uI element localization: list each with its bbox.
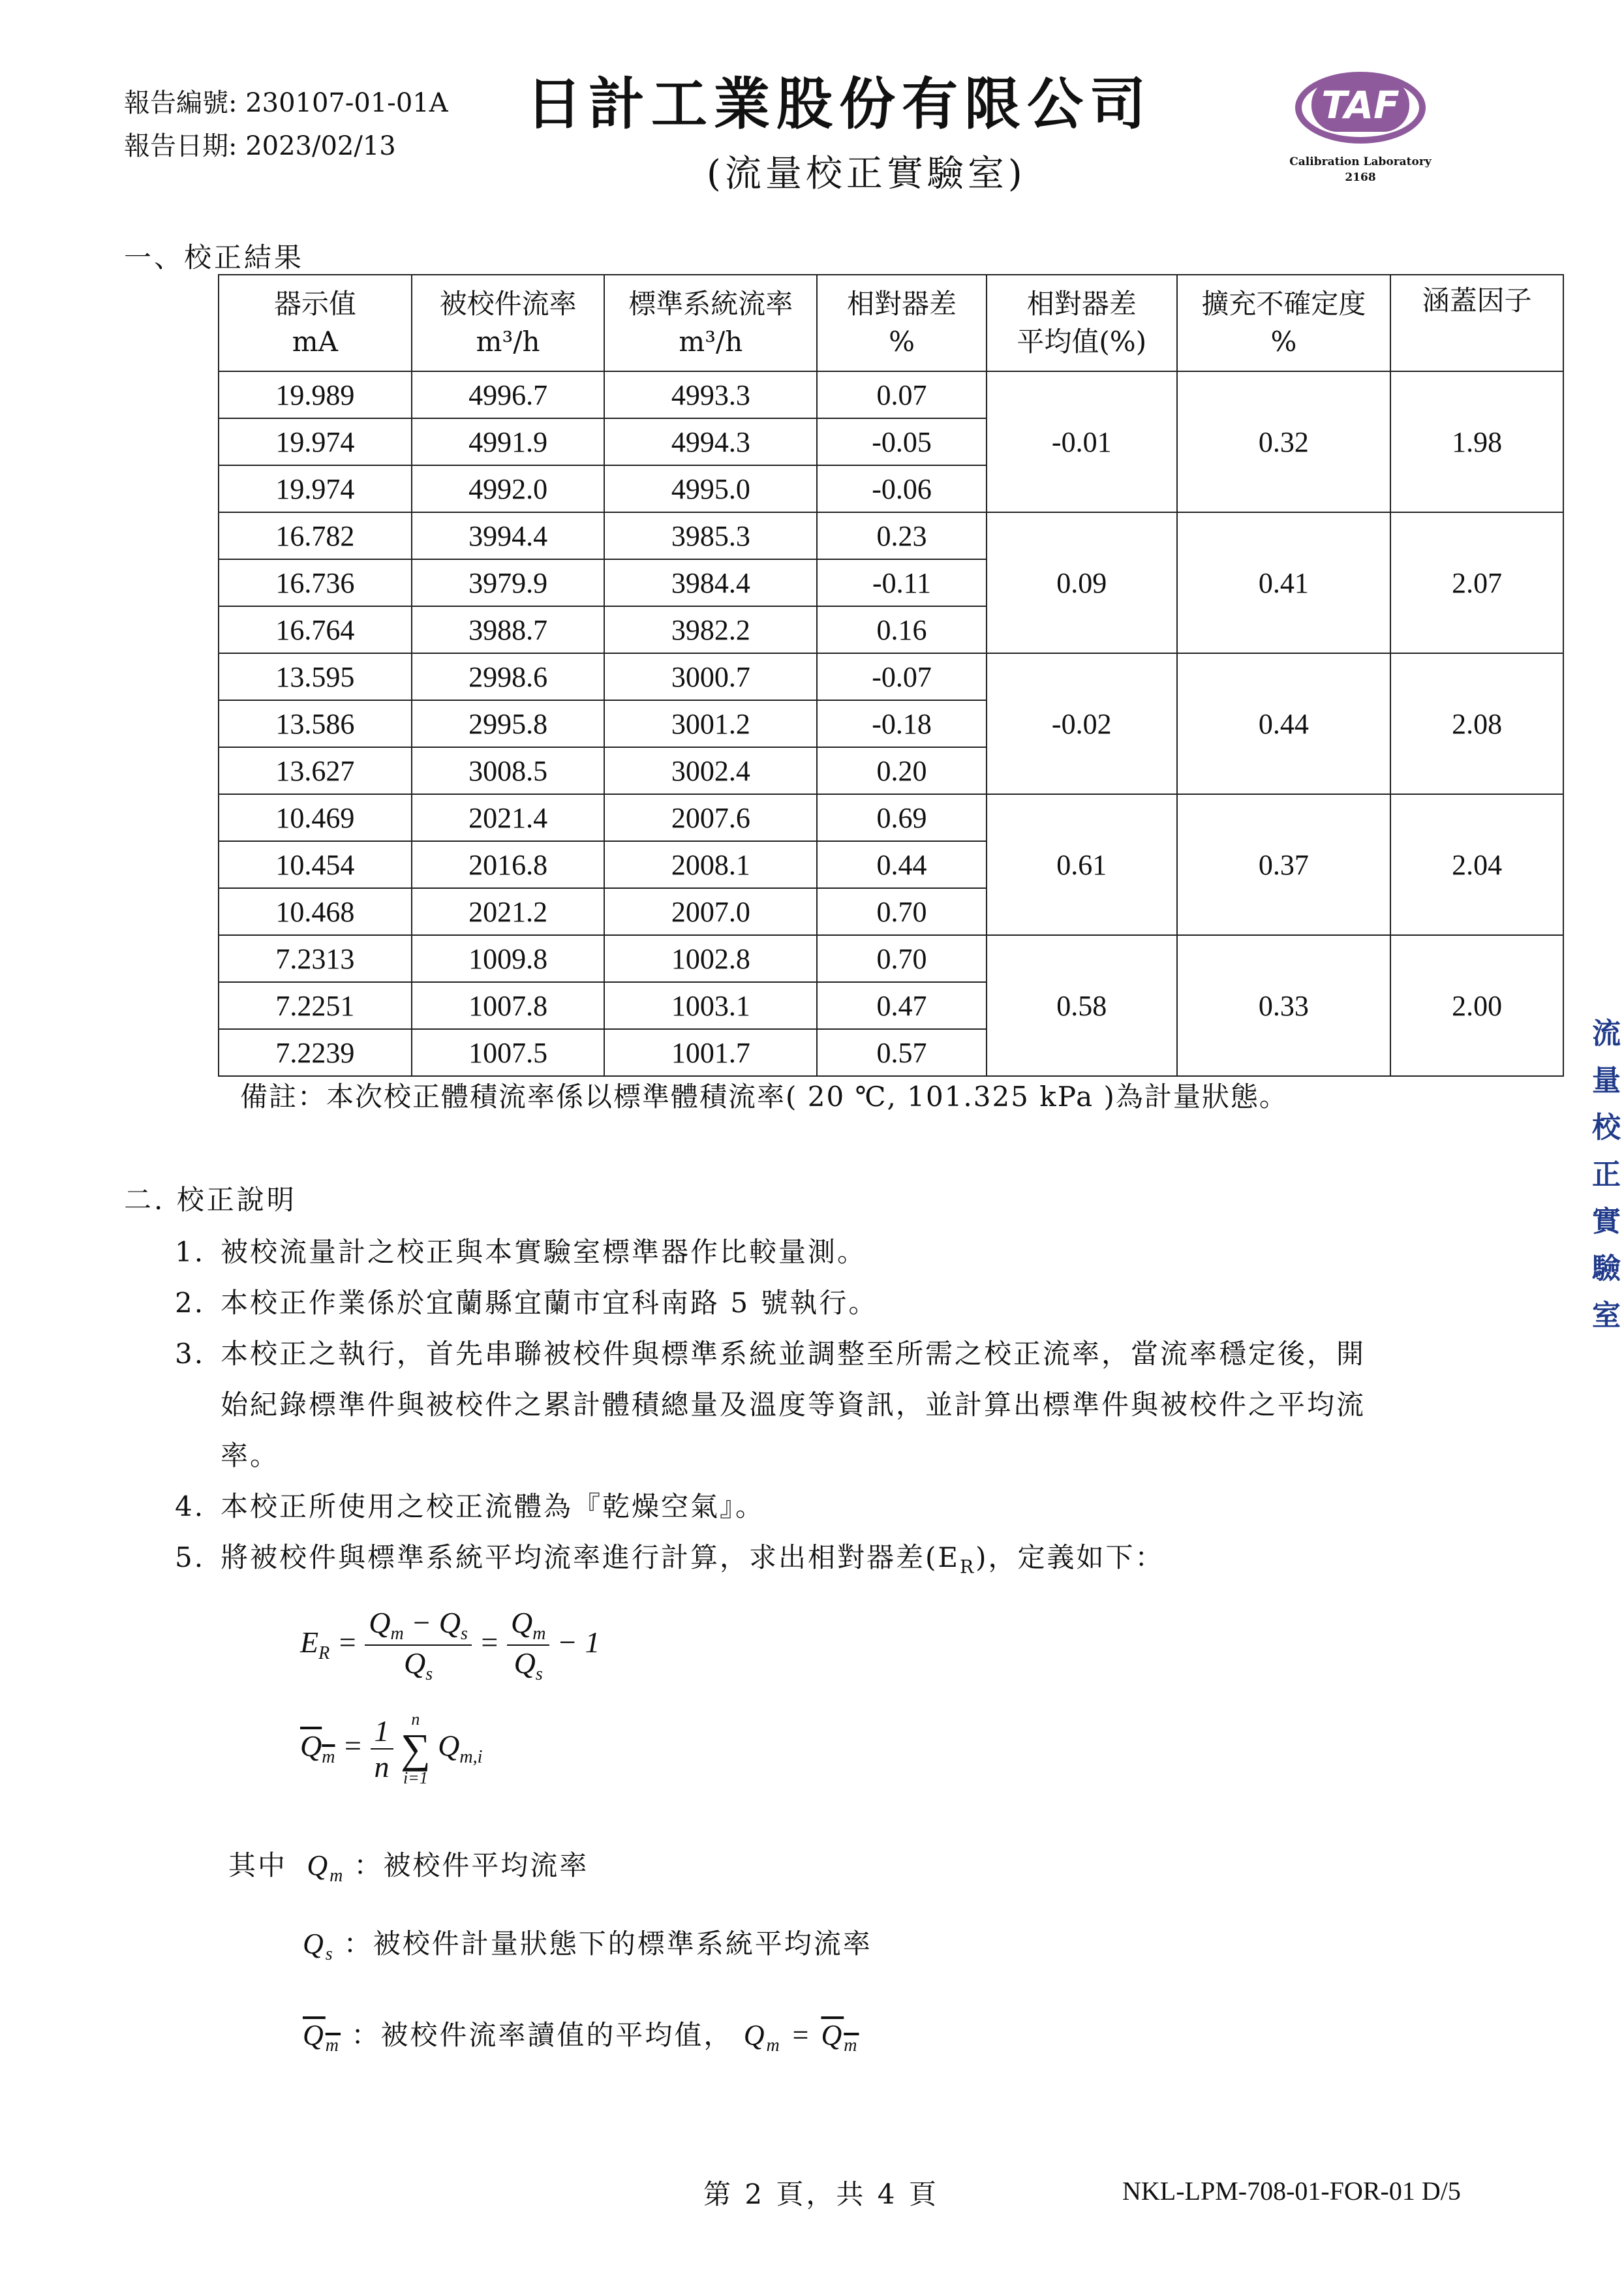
cell-uncertainty: 0.44 <box>1177 653 1391 794</box>
cell-reading: 7.2251 <box>219 982 412 1029</box>
section1-title: 一、校正結果 <box>124 241 305 273</box>
list-item: 4. 本校正所使用之校正流體為『乾燥空氣』。 <box>175 1490 765 1522</box>
cell-reading: 7.2239 <box>219 1029 412 1076</box>
col-header-rel-error-avg: 相對器差 平均值(%) <box>987 275 1177 371</box>
explanation-list <box>175 1227 1480 1592</box>
cell-uut-flow: 4996.7 <box>412 371 605 418</box>
list-item: 1. 被校流量計之校正與本實驗室標準器作比較量測。 <box>175 1236 867 1268</box>
cell-rel-error-avg: 0.09 <box>987 512 1177 653</box>
col-header-rel-error: 相對器差 % <box>817 275 987 371</box>
cell-std-flow: 3984.4 <box>604 559 817 606</box>
list-item: 3. 本校正之執行，首先串聯被校件與標準系統並調整至所需之校正流率，當流率穩定後，開 <box>175 1338 1366 1370</box>
table-header-row <box>219 275 1563 371</box>
cell-uut-flow: 2021.2 <box>412 888 605 935</box>
cell-uut-flow: 1009.8 <box>412 935 605 982</box>
cell-uncertainty: 0.33 <box>1177 935 1391 1076</box>
cell-reading: 13.586 <box>219 700 412 747</box>
lab-name: (流量校正實驗室) <box>707 153 1026 195</box>
cell-uut-flow: 3988.7 <box>412 606 605 653</box>
cell-rel-error: 0.07 <box>817 371 987 418</box>
cell-std-flow: 3985.3 <box>604 512 817 559</box>
cell-uut-flow: 2995.8 <box>412 700 605 747</box>
col-header-std-flow: 標準系統流率 m³/h <box>604 275 817 371</box>
cell-rel-error: -0.05 <box>817 418 987 465</box>
cell-uut-flow: 3008.5 <box>412 747 605 794</box>
cell-reading: 10.469 <box>219 794 412 841</box>
calibration-results-table <box>218 274 1564 1077</box>
definition-qm-bar: $Q_m$ ：被校件流率讀值的平均值， $Q_m = Q_m$ <box>303 2019 859 2056</box>
cell-reading: 7.2313 <box>219 935 412 982</box>
cell-reading: 10.454 <box>219 841 412 888</box>
table-row <box>219 935 1563 982</box>
cell-rel-error: 0.70 <box>817 888 987 935</box>
cell-std-flow: 2007.0 <box>604 888 817 935</box>
cell-uut-flow: 1007.8 <box>412 982 605 1029</box>
table-row <box>219 653 1563 700</box>
cell-reading: 16.764 <box>219 606 412 653</box>
relative-error-formula: $E_R$ = $\frac{Q_m - Q_s}{Q_s}$ = $\frac{Q_m}{Q_s}$ − 1 <box>300 1606 600 1685</box>
page-number: 第 2 頁，共 4 頁 <box>703 2178 939 2210</box>
cell-rel-error: 0.57 <box>817 1029 987 1076</box>
cell-coverage-factor: 2.07 <box>1390 512 1563 653</box>
cell-std-flow: 2007.6 <box>604 794 817 841</box>
cell-std-flow: 4995.0 <box>604 465 817 512</box>
taf-number: 2168 <box>1345 171 1376 184</box>
cell-reading: 16.736 <box>219 559 412 606</box>
cell-reading: 19.974 <box>219 465 412 512</box>
cell-std-flow: 4994.3 <box>604 418 817 465</box>
cell-uut-flow: 2016.8 <box>412 841 605 888</box>
cell-rel-error-avg: -0.01 <box>987 371 1177 512</box>
cell-reading: 10.468 <box>219 888 412 935</box>
cell-rel-error: -0.18 <box>817 700 987 747</box>
cell-reading: 13.627 <box>219 747 412 794</box>
report-number: 報告編號: 230107-01-01A <box>124 88 448 118</box>
cell-coverage-factor: 2.08 <box>1390 653 1563 794</box>
cell-uut-flow: 3994.4 <box>412 512 605 559</box>
lab-side-stamp: 流量校正實驗室 <box>1587 1018 1620 1347</box>
cell-std-flow: 2008.1 <box>604 841 817 888</box>
cell-rel-error: 0.44 <box>817 841 987 888</box>
list-item: 5. 將被校件與標準系統平均流率進行計算，求出相對器差$(E_R)$，定義如下： <box>175 1541 1165 1578</box>
cell-reading: 16.782 <box>219 512 412 559</box>
section2-title: 二. 校正說明 <box>124 1184 297 1216</box>
cell-coverage-factor: 1.98 <box>1390 371 1563 512</box>
cell-uut-flow: 4992.0 <box>412 465 605 512</box>
cell-reading: 19.989 <box>219 371 412 418</box>
cell-std-flow: 3001.2 <box>604 700 817 747</box>
cell-std-flow: 4993.3 <box>604 371 817 418</box>
cell-rel-error: 0.70 <box>817 935 987 982</box>
cell-rel-error: -0.06 <box>817 465 987 512</box>
cell-rel-error: -0.07 <box>817 653 987 700</box>
cell-uncertainty: 0.41 <box>1177 512 1391 653</box>
report-date: 報告日期: 2023/02/13 <box>124 131 396 161</box>
cell-std-flow: 1001.7 <box>604 1029 817 1076</box>
cell-rel-error-avg: -0.02 <box>987 653 1177 794</box>
cell-uut-flow: 3979.9 <box>412 559 605 606</box>
cell-std-flow: 3002.4 <box>604 747 817 794</box>
cell-rel-error: 0.16 <box>817 606 987 653</box>
taf-mark: TAF <box>1311 78 1409 132</box>
table-row <box>219 512 1563 559</box>
definition-qm: 其中 $Q_m$ ：被校件平均流率 <box>228 1849 589 1886</box>
cell-reading: 19.974 <box>219 418 412 465</box>
table-row <box>219 371 1563 418</box>
cell-rel-error-avg: 0.61 <box>987 794 1177 935</box>
table-note: 備註：本次校正體積流率係以標準體積流率( 20 ℃, 101.325 kPa )為計量狀態。 <box>240 1081 1288 1113</box>
cell-rel-error: 0.20 <box>817 747 987 794</box>
col-header-reading: 器示值 mA <box>219 275 412 371</box>
cell-std-flow: 3000.7 <box>604 653 817 700</box>
taf-caption: Calibration Laboratory <box>1289 155 1432 168</box>
cell-std-flow: 3982.2 <box>604 606 817 653</box>
cell-uut-flow: 1007.5 <box>412 1029 605 1076</box>
cell-rel-error: 0.47 <box>817 982 987 1029</box>
list-item-continued: 始紀錄標準件與被校件之累計體積總量及溫度等資訊，並計算出標準件與被校件之平均流 <box>221 1389 1366 1421</box>
cell-rel-error: 0.69 <box>817 794 987 841</box>
col-header-uncertainty: 擴充不確定度 % <box>1177 275 1391 371</box>
form-code: NKL-LPM-708-01-FOR-01 D/5 <box>1122 2176 1461 2206</box>
cell-reading: 13.595 <box>219 653 412 700</box>
cell-rel-error: 0.23 <box>817 512 987 559</box>
cell-uncertainty: 0.37 <box>1177 794 1391 935</box>
cell-rel-error: -0.11 <box>817 559 987 606</box>
cell-uut-flow: 2998.6 <box>412 653 605 700</box>
cell-rel-error-avg: 0.58 <box>987 935 1177 1076</box>
cell-uut-flow: 2021.4 <box>412 794 605 841</box>
cell-std-flow: 1002.8 <box>604 935 817 982</box>
list-item: 2. 本校正作業係於宜蘭縣宜蘭市宜科南路 5 號執行。 <box>175 1287 878 1319</box>
definition-qs: $Q_s$ ：被校件計量狀態下的標準系統平均流率 <box>303 1928 872 1964</box>
col-header-uut-flow: 被校件流率 m³/h <box>412 275 605 371</box>
cell-uncertainty: 0.32 <box>1177 371 1391 512</box>
mean-flow-formula: $Q_m$ = $\frac{1}{n}$ n ∑ i=1 $Q_{m,i}$ <box>300 1710 483 1787</box>
cell-coverage-factor: 2.00 <box>1390 935 1563 1076</box>
col-header-coverage-factor: 涵蓋因子 <box>1390 275 1563 371</box>
cell-coverage-factor: 2.04 <box>1390 794 1563 935</box>
table-row <box>219 794 1563 841</box>
cell-uut-flow: 4991.9 <box>412 418 605 465</box>
company-name: 日計工業股份有限公司 <box>526 71 1152 137</box>
cell-std-flow: 1003.1 <box>604 982 817 1029</box>
list-item-continued: 率。 <box>221 1440 280 1472</box>
